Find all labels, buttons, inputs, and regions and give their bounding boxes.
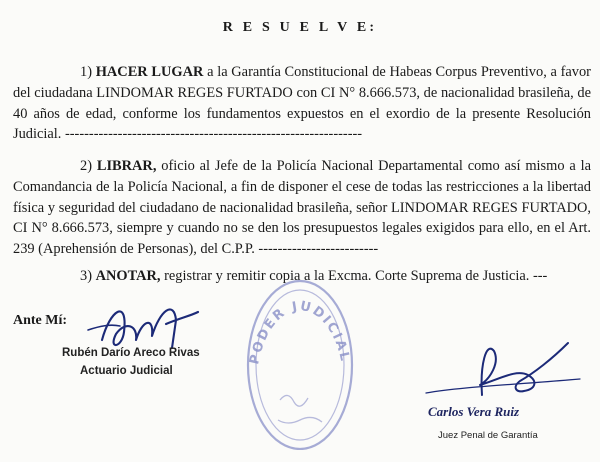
resolution-item-1 xyxy=(13,62,591,145)
item-keyword: ANOTAR, xyxy=(95,268,161,284)
actuario-role: Actuario Judicial xyxy=(80,365,173,377)
judge-signature xyxy=(420,335,590,405)
item-keyword: HACER LUGAR xyxy=(95,64,204,80)
item-text: registrar y remitir copia a la Excma. Corte Suprema de Justicia. --- xyxy=(164,268,548,284)
judicial-seal-stamp xyxy=(240,270,360,450)
svg-text:PODER JUDICIAL xyxy=(247,299,352,366)
item-text: a la Garantía Constitucional de Habeas Corpus Preventivo, a favor del ciudadana LINDOMAR REGES FURTADO con CI N° 8.666.573, de nacionalidad brasileña, de 40 años de edad, conforme los fundamentos expuestos en el exordio de la presente Resolución Judicial. -------------------------------------------------------------- xyxy=(13,64,591,143)
resolution-item-2 xyxy=(13,156,591,260)
item-number: 1) xyxy=(80,64,92,80)
actuario-name: Rubén Darío Areco Rivas xyxy=(62,347,200,359)
page-title: R E S U E L V E: xyxy=(222,20,378,35)
item-number: 2) xyxy=(80,158,92,174)
item-text: oficio al Jefe de la Policía Nacional Departamental como así mismo a la Comandancia de la Policía Nacional, a fin de disponer el cese de todas las restricciones a la libertad física y seguridad del ciudadano de nacionalidad brasileña, señor LINDOMAR REGES FURTADO, CI N° 8.666.573, siempre y cuando no se den los presupuestos legales exigidos para ello, en el Art. 239 (Aprehensión de Personas), del C.P.P. ------------------------- xyxy=(13,158,591,258)
item-number: 3) xyxy=(80,268,92,284)
judge-role: Juez Penal de Garantía xyxy=(438,430,538,441)
seal-text: PODER JUDICIAL xyxy=(247,298,353,366)
item-keyword: LIBRAR, xyxy=(96,158,157,174)
ante-mi-label: Ante Mí: xyxy=(13,313,68,328)
judge-name: Carlos Vera Ruiz xyxy=(428,404,520,419)
